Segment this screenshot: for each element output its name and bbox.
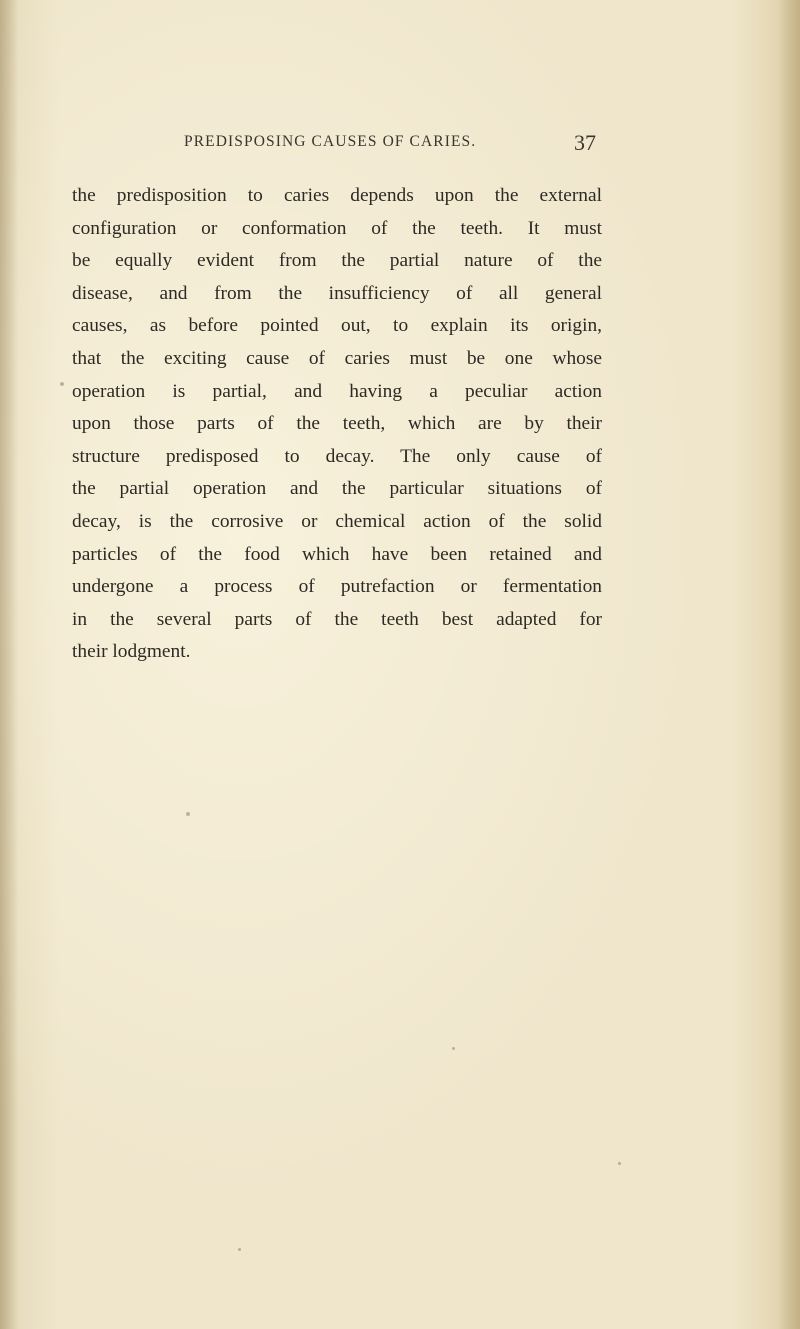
text-line: the partial operation and the particular situations of (72, 478, 602, 500)
text-line: the predisposition to caries depends upon the external (72, 185, 602, 206)
text-line: structure predisposed to decay. The only cause of (72, 445, 602, 467)
page-right-shadow (778, 0, 800, 1329)
text-line: in the several parts of the teeth best adapted for (72, 608, 602, 630)
body-text (72, 180, 602, 669)
running-head-title: PREDISPOSING CAUSES OF CARIES. (184, 133, 477, 150)
text-line: particles of the food which have been retained and (72, 543, 602, 565)
paper-speck (452, 1047, 455, 1050)
text-line: their lodgment. (72, 641, 191, 663)
text-line: decay, is the corrosive or chemical action of the solid (72, 510, 602, 532)
text-line: be equally evident from the partial nature of the (72, 250, 602, 272)
paper-speck (618, 1162, 621, 1165)
page-left-shadow (0, 0, 18, 1329)
running-head (0, 130, 800, 163)
text-line: undergone a process of putrefaction or fermentation (72, 576, 602, 598)
text-line: causes, as before pointed out, to explain its origin, (72, 315, 602, 337)
text-line: configuration or conformation of the teeth. It must (72, 217, 602, 239)
paper-speck (238, 1248, 241, 1251)
paper-speck (186, 812, 190, 816)
page-number: 37 (574, 130, 596, 155)
paper-speck (60, 382, 64, 386)
text-line: that the exciting cause of caries must be one whose (72, 347, 602, 369)
text-line: disease, and from the insufficiency of all general (72, 282, 602, 304)
text-line: upon those parts of the teeth, which are by their (72, 413, 602, 435)
text-line: operation is partial, and having a peculiar action (72, 380, 602, 402)
